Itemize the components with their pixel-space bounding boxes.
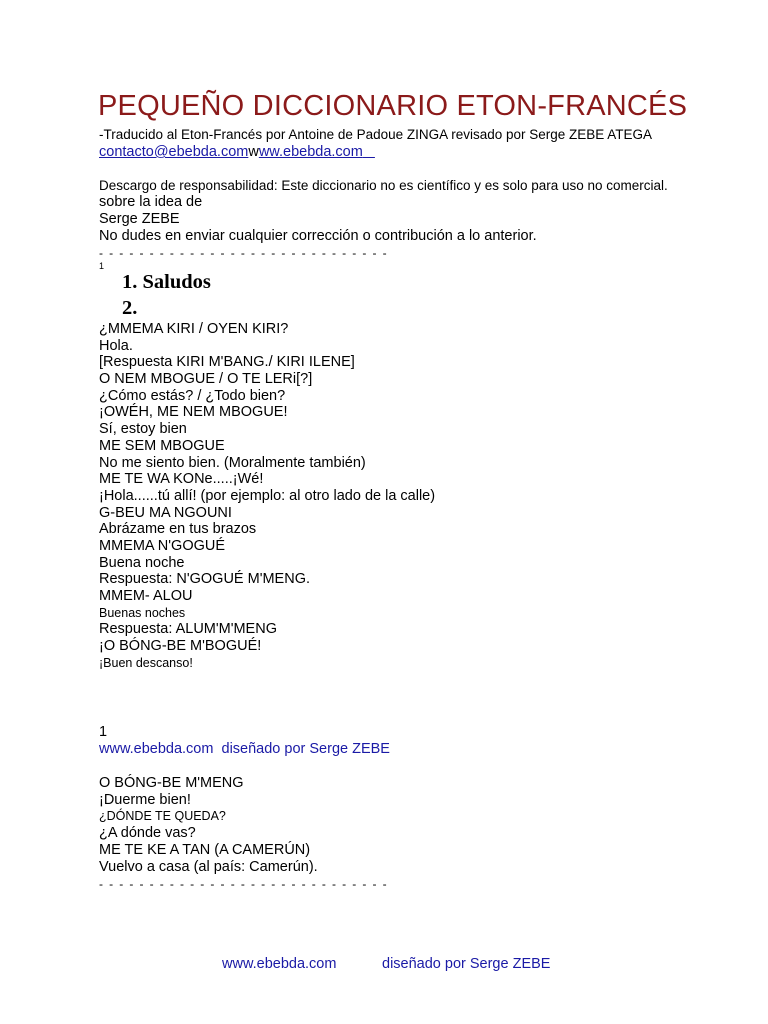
section-heading: 2.: [122, 297, 138, 319]
list-item: MMEM- ALOU: [99, 588, 193, 604]
list-item: ¿MMEMA KIRI / OYEN KIRI?: [99, 321, 289, 337]
list-item: O BÓNG-BE M'MENG: [99, 775, 244, 791]
list-item: Buena noche: [99, 554, 185, 571]
list-item: ¡OWÉH, ME NEM MBOGUE!: [99, 404, 288, 421]
list-item: MMEMA N'GOGUÉ: [99, 537, 226, 554]
link-underline-tail: [363, 144, 375, 160]
list-item: ¡Buen descanso!: [99, 655, 193, 670]
list-item: ¿DÓNDE TE QUEDA?: [99, 809, 226, 823]
disclaimer-line: No dudes en enviar cualquier corrección o contribución a lo anterior.: [99, 228, 537, 244]
disclaimer-line: sobre la idea de: [99, 194, 203, 210]
website-link[interactable]: ww.ebebda.com: [258, 144, 363, 160]
list-item: ¡O BÓNG-BE M'BOGUÉ!: [99, 638, 262, 655]
disclaimer-line: Serge ZEBE: [99, 211, 180, 227]
list-item: Respuesta: ALUM'M'MENG: [99, 621, 277, 638]
page-number: 1: [99, 724, 108, 740]
list-item: ME SEM MBOGUE: [99, 437, 225, 454]
separator: - - - - - - - - - - - - - - - - - - - - - - - - - - - - -: [99, 246, 389, 260]
list-item: O NEM MBOGUE / O TE LERi[?]: [99, 371, 313, 388]
list-item: Buenas noches: [99, 605, 186, 620]
list-item: Sí, estoy bien: [99, 421, 187, 438]
list-item: No me siento bien. (Moralmente también): [99, 454, 366, 471]
list-item: ME TE WA KONe.....¡Wé!: [99, 471, 264, 488]
website-prefix: w: [248, 144, 259, 160]
separator: - - - - - - - - - - - - - - - - - - - - - - - - - - - - -: [99, 877, 389, 891]
list-item: Abrázame en tus brazos: [99, 521, 257, 538]
list-item: Respuesta: N'GOGUÉ M'MENG.: [99, 571, 311, 588]
disclaimer-line: Descargo de responsabilidad: Este diccionario no es científico y es solo para uso no comercial.: [99, 178, 668, 193]
document-title: PEQUEÑO DICCIONARIO ETON-FRANCÉS: [98, 90, 688, 122]
footnote-marker: 1: [99, 261, 105, 271]
list-item: Vuelvo a casa (al país: Camerún).: [99, 859, 318, 875]
list-item: G-BEU MA NGOUNI: [99, 504, 232, 521]
contact-links: [99, 144, 375, 160]
list-item: [Respuesta KIRI M'BANG./ KIRI ILENE]: [99, 354, 355, 371]
list-item: ¡Duerme bien!: [99, 792, 191, 808]
list-item: ¿Cómo estás? / ¿Todo bien?: [99, 387, 286, 404]
footer-site: www.ebebda.com: [222, 956, 337, 972]
email-link[interactable]: contacto@ebebda.com: [99, 144, 249, 160]
list-item: ¡Hola......tú allí! (por ejemplo: al otro lado de la calle): [99, 487, 436, 504]
footer-credit: diseñado por Serge ZEBE: [382, 956, 551, 972]
document-subtitle: -Traducido al Eton-Francés por Antoine de Padoue ZINGA revisado por Serge ZEBE ATEGA: [99, 127, 653, 142]
page-footer: www.ebebda.com diseñado por Serge ZEBE: [99, 741, 390, 757]
list-item: ¿A dónde vas?: [99, 825, 196, 841]
section-heading: 1. Saludos: [122, 271, 211, 293]
entry-list: [99, 321, 699, 671]
list-item: Hola.: [99, 337, 133, 354]
list-item: ME TE KE A TAN (A CAMERÚN): [99, 842, 311, 858]
